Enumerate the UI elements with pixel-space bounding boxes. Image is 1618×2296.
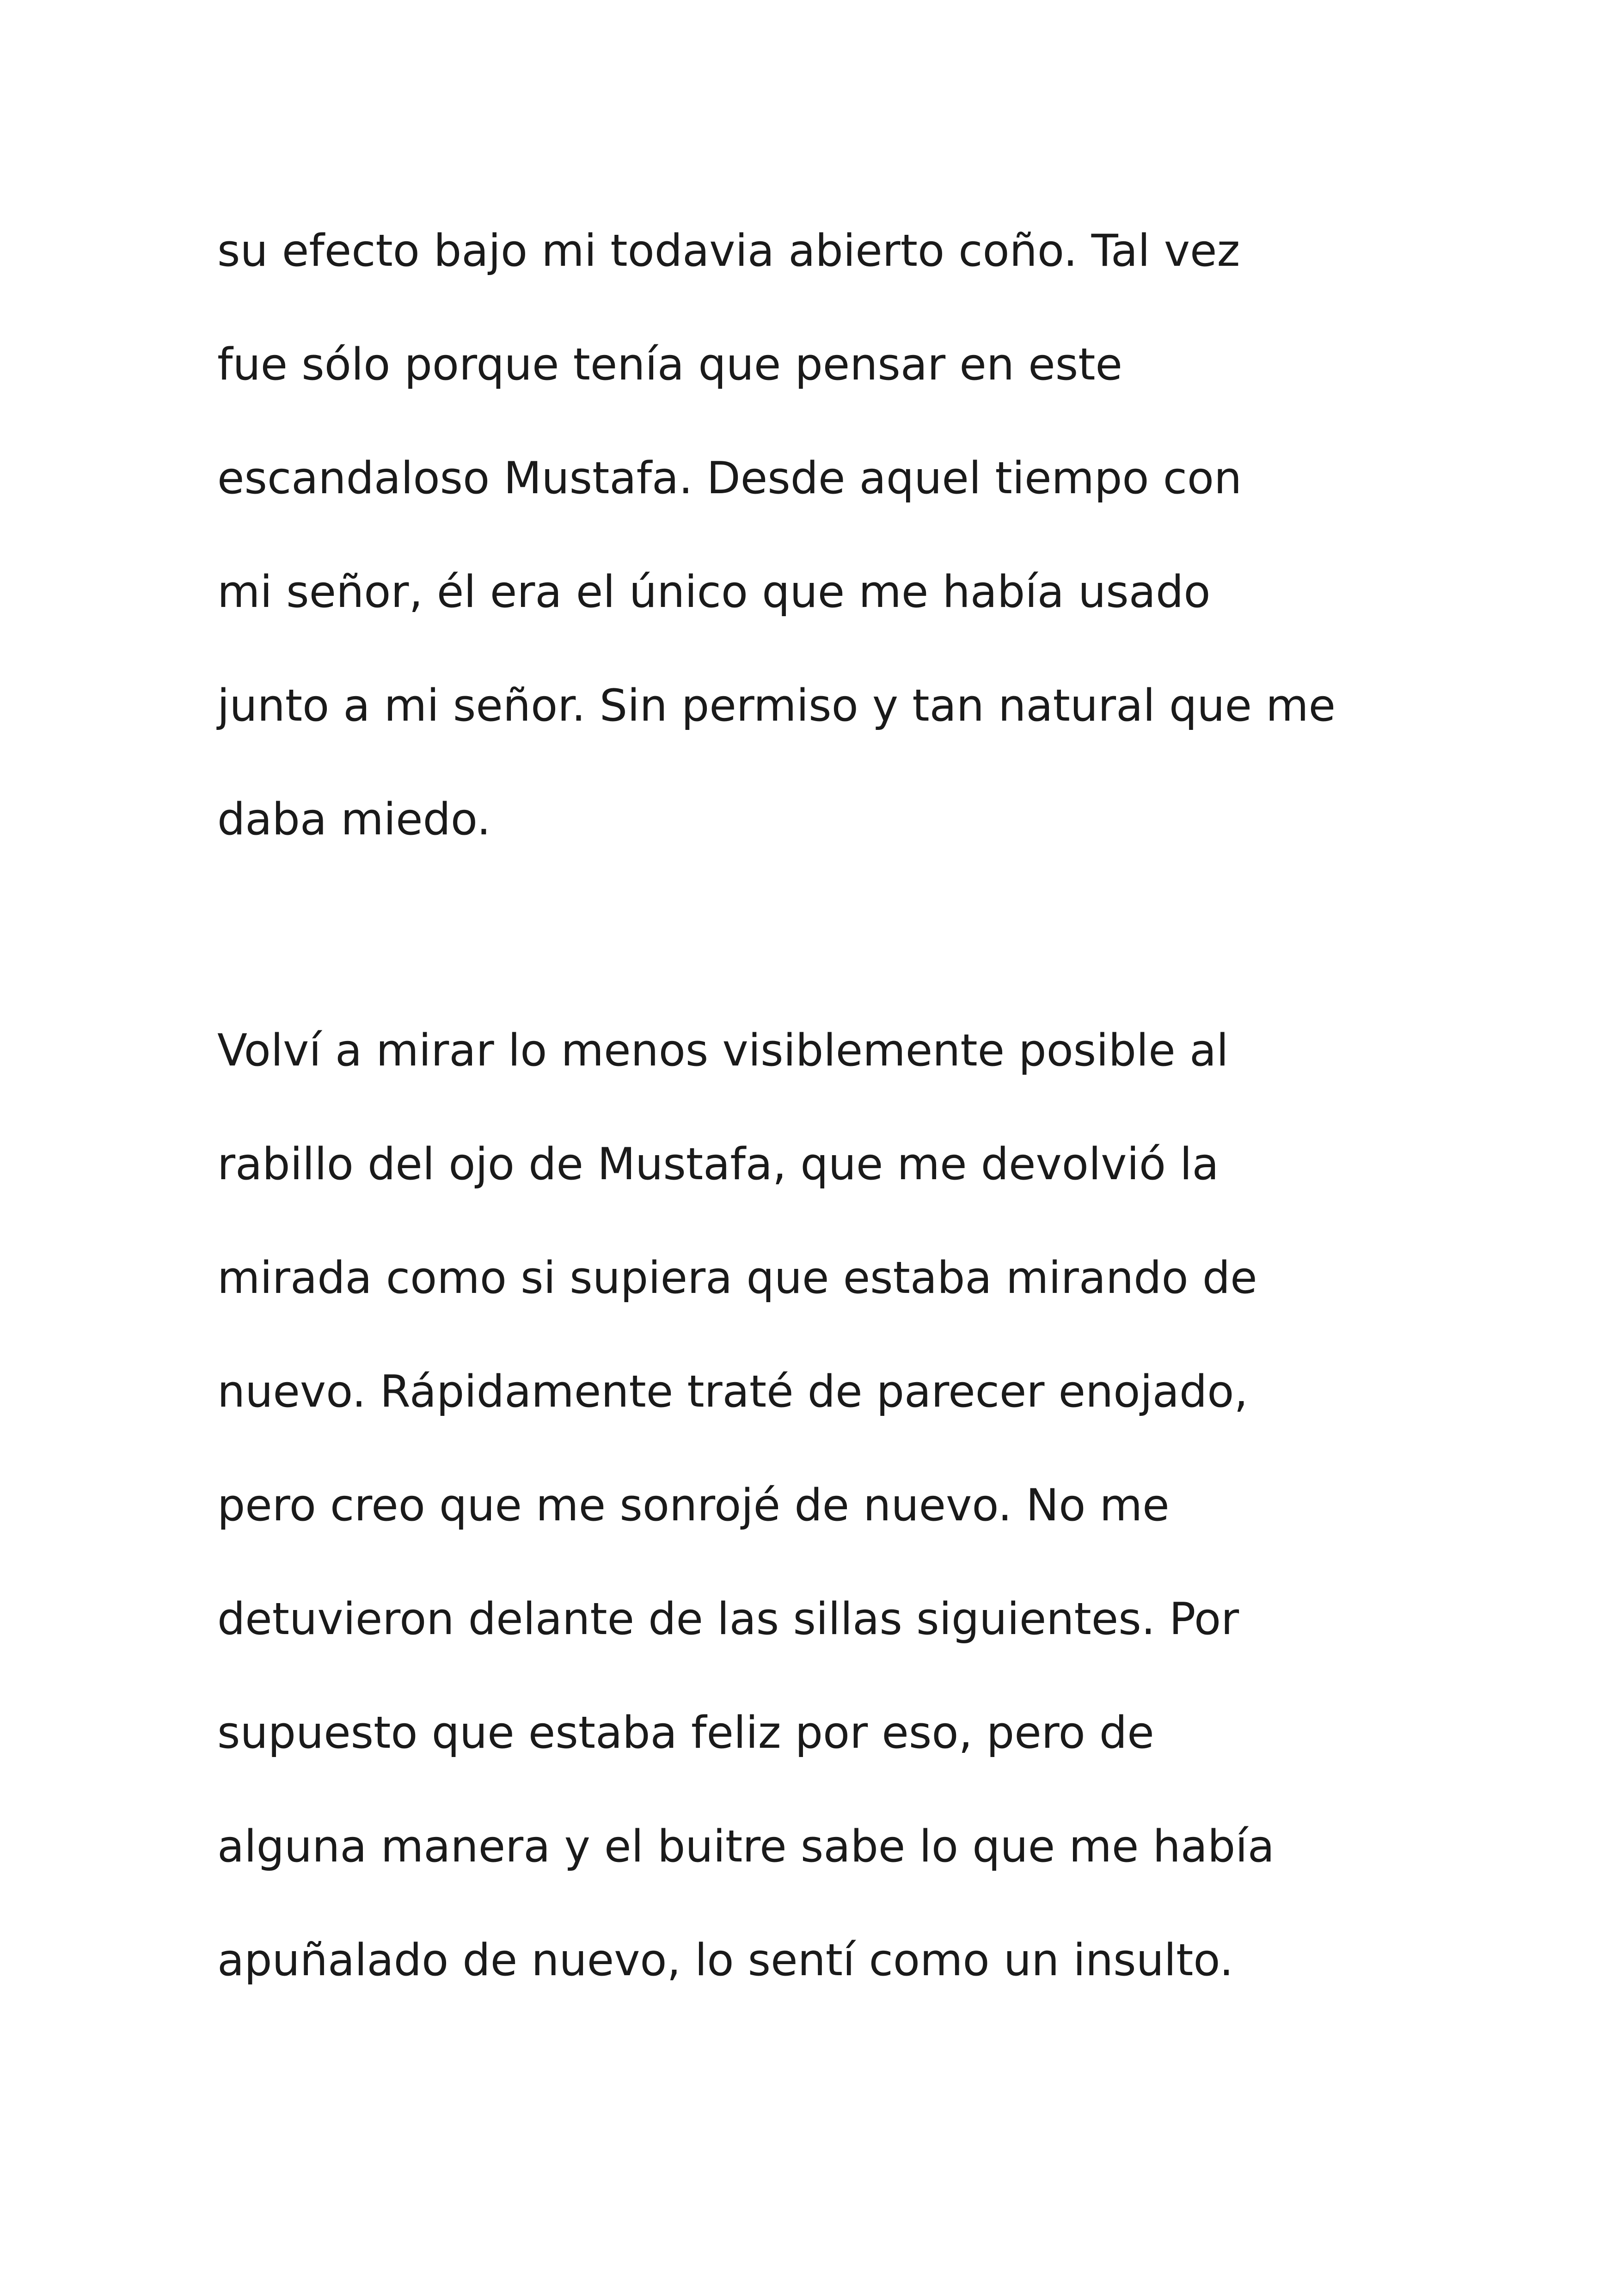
text-line: mirada como si supiera que estaba mirando de: [217, 1253, 1257, 1304]
text-line: supuesto que estaba feliz por eso, pero de: [217, 1708, 1154, 1758]
text-line: escandaloso Mustafa. Desde aquel tiempo con: [217, 453, 1242, 504]
text-line: alguna manera y el buitre sabe lo que me había: [217, 1821, 1275, 1872]
text-line: apuñalado de nuevo, lo sentí como un insulto.: [217, 1935, 1234, 1986]
text-line: mi señor, él era el único que me había usado: [217, 567, 1211, 618]
text-line: daba miedo.: [217, 794, 491, 845]
text-line: detuvieron delante de las sillas siguientes. Por: [217, 1594, 1239, 1645]
paragraph-1: [217, 194, 1465, 876]
paragraph-2: [217, 994, 1465, 2017]
text-line: nuevo. Rápidamente traté de parecer enojado,: [217, 1366, 1248, 1417]
text-line: junto a mi señor. Sin permiso y tan natural que me: [217, 680, 1336, 731]
text-line: su efecto bajo mi todavia abierto coño. Tal vez: [217, 226, 1240, 276]
text-line: pero creo que me sonrojé de nuevo. No me: [217, 1480, 1170, 1531]
text-line: Volví a mirar lo menos visiblemente posible al: [217, 1025, 1229, 1076]
text-line: rabillo del ojo de Mustafa, que me devolvió la: [217, 1139, 1219, 1190]
text-line: fue sólo porque tenía que pensar en este: [217, 339, 1122, 390]
